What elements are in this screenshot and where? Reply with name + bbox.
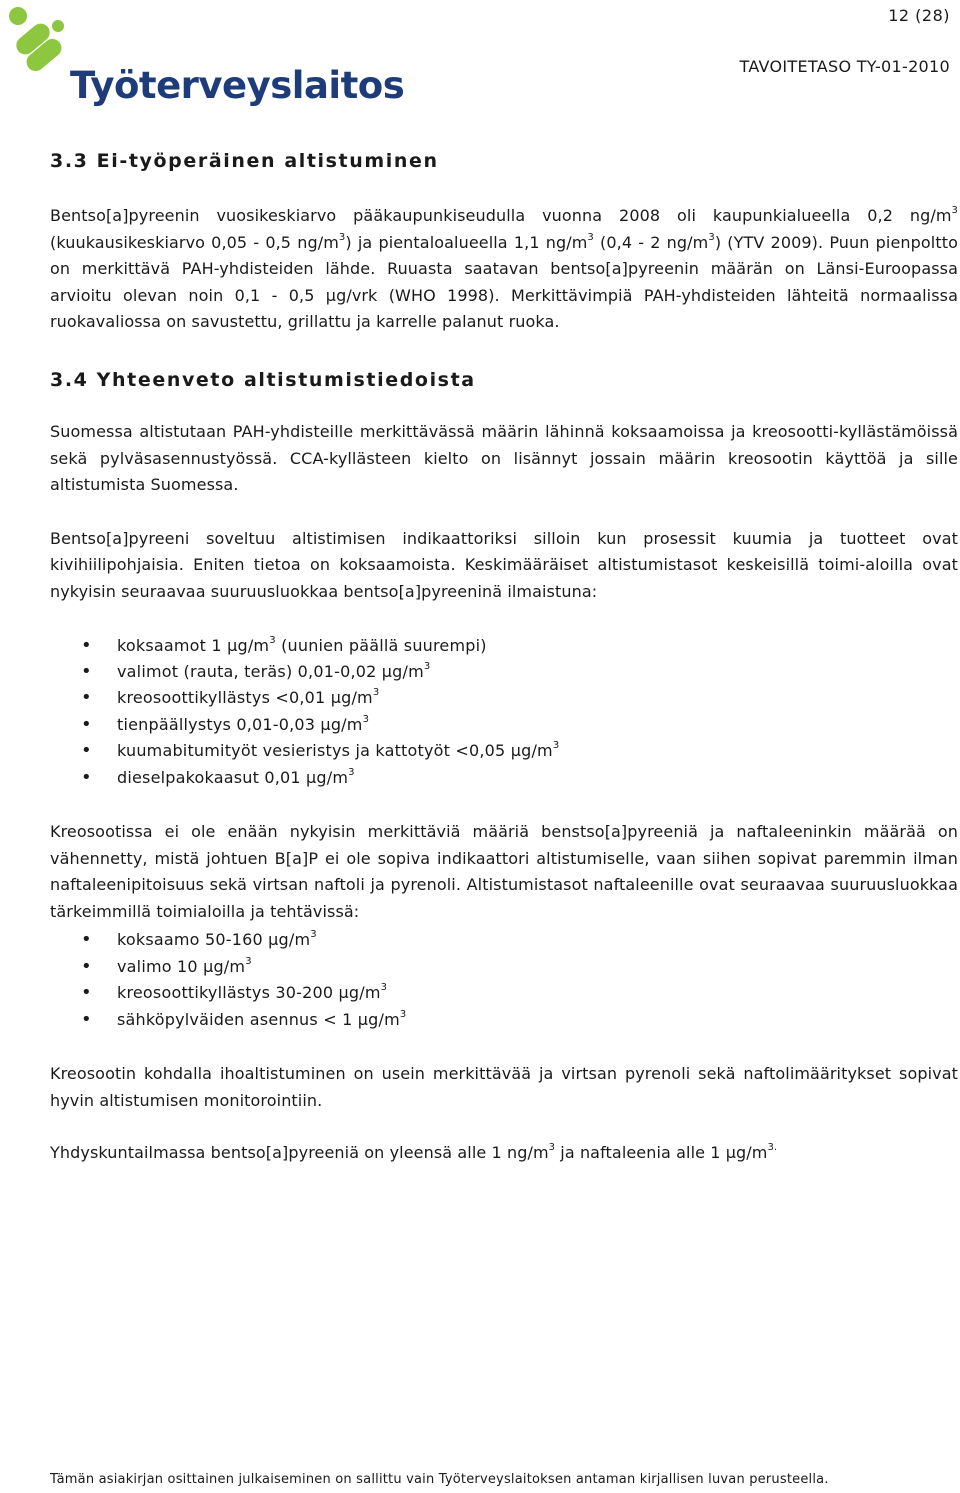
paragraph-skin-exposure: Kreosootin kohdalla ihoaltistuminen on usein merkittävää ja virtsan pyrenoli sekä naftolimääritykset sopivat hyvin altistumisen monitorointiin. — [50, 1063, 958, 1110]
list-item: • tienpäällystys 0,01-0,03 $\mu g/m^3$ — [50, 712, 958, 738]
footer-notice: Tämän asiakirjan osittainen julkaiseminen on sallittu vain Työterveyslaitoksen antaman kirjallisen luvan perusteella. — [50, 1472, 829, 1487]
list-item: • kuumabitumityöt vesieristys ja kattotyöt <0,05 $\mu g/m^3$ — [50, 738, 958, 764]
paragraph-summary-1: Suomessa altistutaan PAH-yhdisteille merkittävässä määrin lähinnä koksaamoissa ja kreosootti-kyllästämöissä sekä pylväsasennustyössä. CCA-kyllästeen kielto on lisännyt jossain määrin kreosootin käyttöä ja sille altistumista Suomessa. — [50, 421, 958, 495]
document-body — [50, 150, 958, 1167]
paragraph-summary-2: Bentso[a]pyreeni soveltuu altistimisen indikaattoriksi silloin kun prosessit kuumia ja tuotteet ovat kivihiilipohjaisia. Eniten tietoa on koksaamoista. Keskimääräiset altistumistasot keskeisillä toimi-aloilla ovat nykyisin seuraavaa suuruusluokkaa bentso[a]pyreeninä ilmaistuna: — [50, 528, 958, 601]
naphthalene-exposure-list — [50, 927, 958, 1033]
list-item: • kreosoottikyllästys <0,01 $\mu g/m^3$ — [50, 685, 958, 711]
list-item: • valimot (rauta, teräs) 0,01-0,02 $\mu g/m^3$ — [50, 659, 958, 685]
paragraph-creosote: Kreosootissa ei ole enään nykyisin merkittäviä määriä benstso[a]pyreeniä ja naftaleeninkin määrää on vähennetty, mistä johtuen B[a]P ei ole sopiva indikaattori altistumiselle, vaan siihen sopivat paremmin ilman naftaleenipitoisuus sekä virtsan naftoli ja pyrenoli. Altistumistasot naftaleenille ovat seuraavaa suuruusluokkaa tärkeimmillä toimialoilla ja tehtävissä: — [50, 821, 958, 921]
logo-text: Työterveyslaitos — [70, 64, 405, 107]
list-item: • koksaamo 50-160 $\mu g/m^3$ — [50, 927, 958, 953]
document-code: TAVOITETASO TY-01-2010 — [739, 57, 950, 76]
logo-mark-icon — [4, 2, 74, 74]
section-heading-3-4: 3.4 Yhteenveto altistumistiedoista — [50, 368, 476, 391]
list-item: • valimo 10 $\mu g/m^3$ — [50, 954, 958, 980]
section-heading-3-3: 3.3 Ei-työperäinen altistuminen — [50, 150, 439, 172]
bap-exposure-list — [50, 633, 958, 791]
list-item: • kreosoottikyllästys 30-200 $\mu g/m^3$ — [50, 980, 958, 1006]
list-item: • dieselpakokaasut 0,01 $\mu g/m^3$ — [50, 765, 958, 791]
logo — [4, 2, 405, 114]
list-item: • sähköpylväiden asennus < 1 $\mu g/m^3$ — [50, 1007, 958, 1033]
paragraph-non-occupational-exposure: Bentso[a]pyreenin vuosikeskiarvo pääkaupunkiseudulla vuonna 2008 oli kaupunkialueella 0,2 $ng/m^3$ (kuukausikeskiarvo 0,05 - 0,5 $ng/m^3$) ja pientaloalueella 1,1 $ng/m^3$ (0,4 - 2 $ng/m^3$) (YTV 2009). Puun pienpoltto on merkittävä PAH-yhdisteiden lähde. Ruuasta saatavan bentso[a]pyreenin määrän on Länsi-Euroopassa arvioitu olevan noin 0,1 - 0,5 µg/vrk (WHO 1998). Merkittävimpiä PAH-yhdisteiden lähteitä normaalissa ruokavaliossa on savustettu, grillattu ja karrelle palanut ruoka. — [50, 205, 958, 332]
paragraph-ambient-air: Yhdyskuntailmassa bentso[a]pyreeniä on yleensä alle 1 $ng/m^3$ ja naftaleenia alle 1 $\mu g/m^{3.}$ — [50, 1142, 778, 1163]
list-item: • koksaamot 1 $\mu g/m^3$ (uunien päällä suurempi) — [50, 633, 958, 659]
page-number: 12 (28) — [888, 6, 950, 25]
